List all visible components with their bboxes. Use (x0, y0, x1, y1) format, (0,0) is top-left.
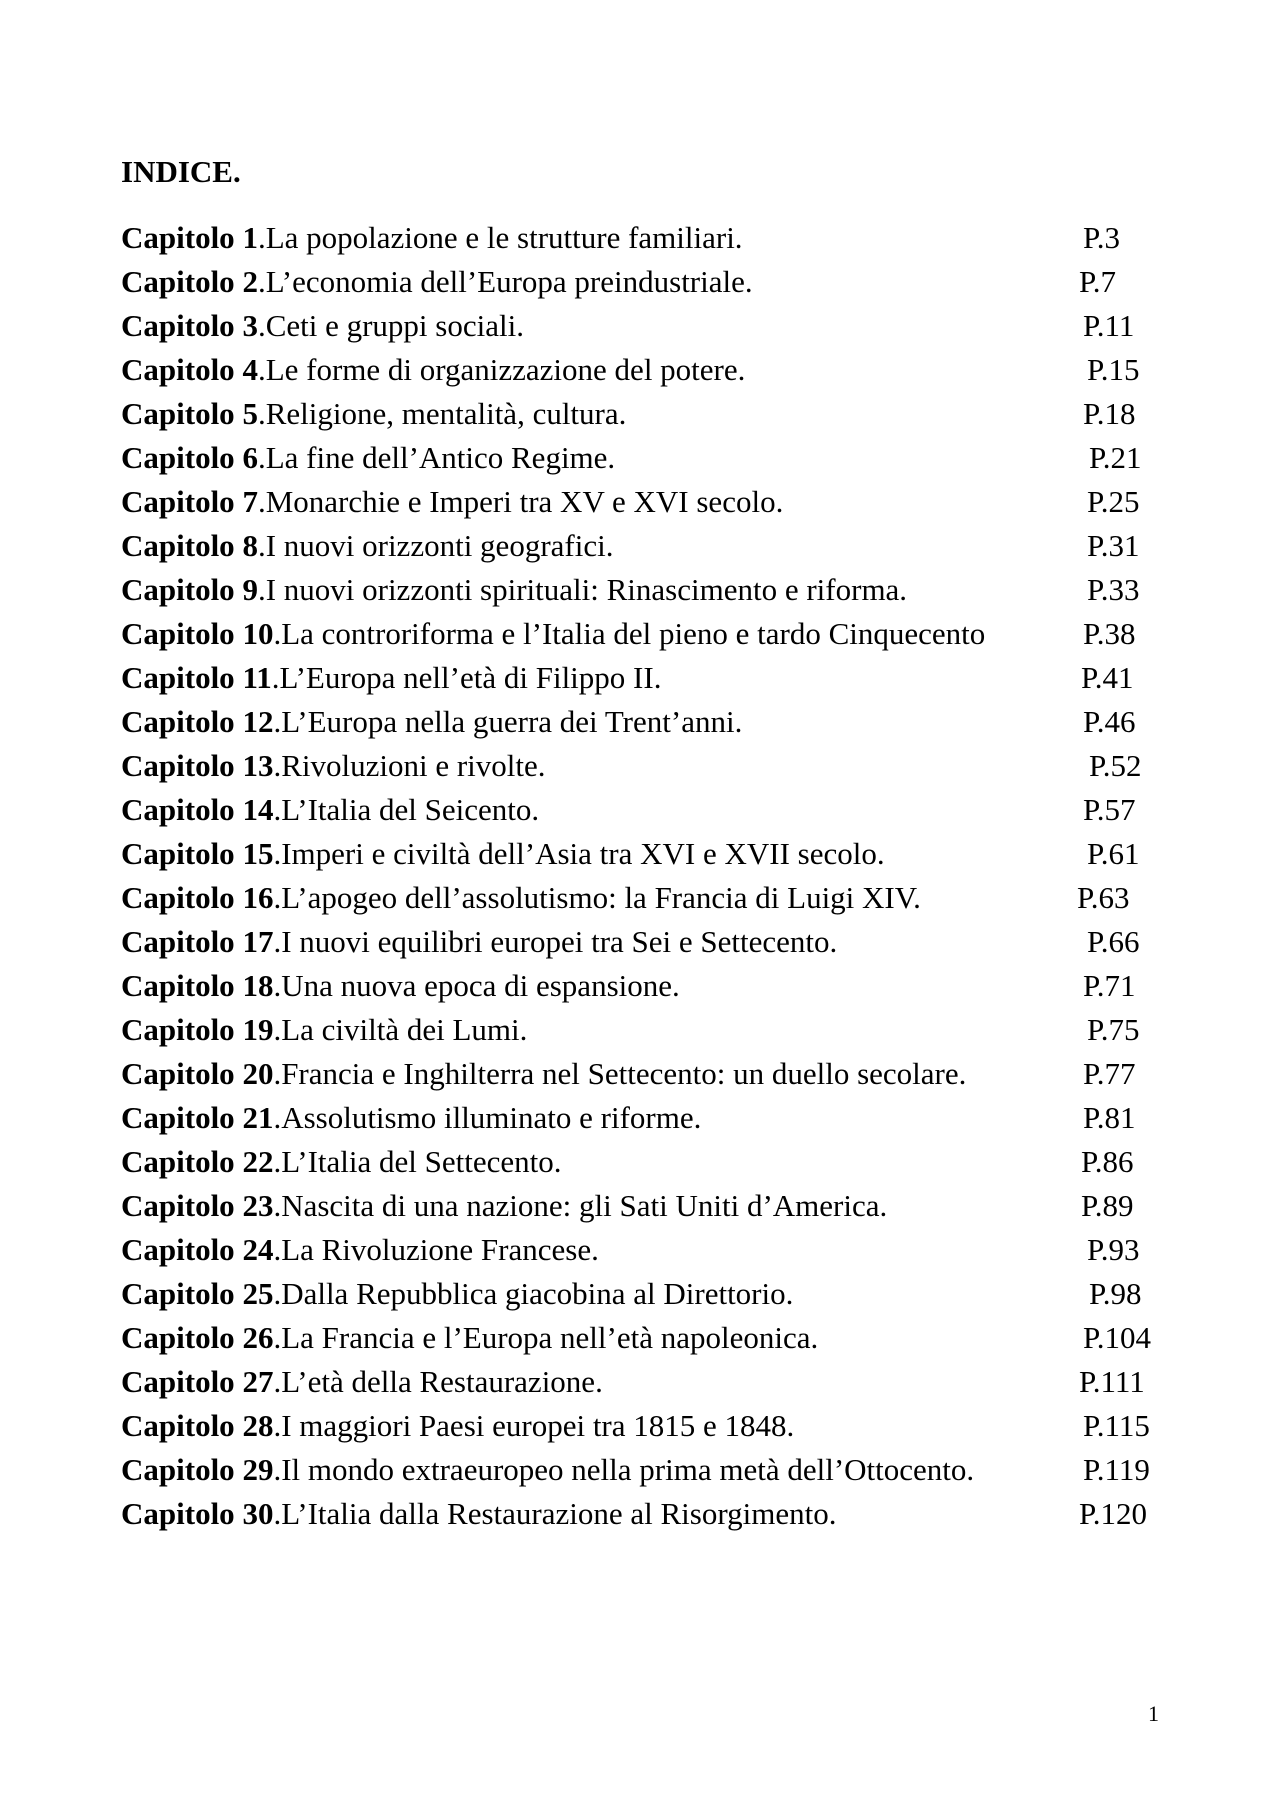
chapter-word: Capitolo (121, 616, 235, 651)
toc-entry (121, 1228, 1181, 1272)
chapter-title: .L’apogeo dell’assolutismo: la Francia di Luigi XIV. (273, 880, 921, 915)
chapter-word: Capitolo (121, 528, 235, 563)
toc-entry (121, 876, 1181, 920)
toc-entry-label (121, 264, 753, 299)
page-reference: P.111 (1079, 1364, 1145, 1399)
chapter-word: Capitolo (121, 396, 235, 431)
chapter-title: .La fine dell’Antico Regime. (257, 440, 616, 475)
toc-entry (121, 1184, 1181, 1228)
page-reference: P.119 (1083, 1452, 1150, 1487)
chapter-word: Capitolo (121, 352, 235, 387)
chapter-number (121, 1012, 273, 1047)
toc-entry-label (121, 1100, 701, 1135)
chapter-title: .I nuovi equilibri europei tra Sei e Settecento. (273, 924, 838, 959)
toc-entry (121, 612, 1181, 656)
chapter-word: Capitolo (121, 264, 235, 299)
chapter-number (121, 1144, 273, 1179)
chapter-title: .Francia e Inghilterra nel Settecento: un duello secolare. (273, 1056, 967, 1091)
toc-entry (121, 568, 1181, 612)
toc-entry (121, 1404, 1181, 1448)
chapter-num: 23 (242, 1188, 274, 1223)
chapter-number (121, 220, 258, 255)
page-reference: P.61 (1087, 836, 1140, 871)
chapter-num: 2 (242, 264, 258, 299)
chapter-title: .La Francia e l’Europa nell’età napoleonica. (273, 1320, 819, 1355)
chapter-num: 29 (242, 1452, 274, 1487)
toc-entry (121, 964, 1181, 1008)
page-reference: P.86 (1081, 1144, 1134, 1179)
chapter-num: 14 (242, 792, 274, 827)
toc-entry (121, 656, 1181, 700)
chapter-title: .L’Italia dalla Restaurazione al Risorgimento. (273, 1496, 837, 1531)
chapter-num: 18 (242, 968, 274, 1003)
chapter-word: Capitolo (121, 484, 235, 519)
page-reference: P.38 (1083, 616, 1136, 651)
chapter-word: Capitolo (121, 440, 235, 475)
chapter-num: 1 (242, 220, 258, 255)
chapter-num: 15 (242, 836, 274, 871)
chapter-title: .Il mondo extraeuropeo nella prima metà dell’Ottocento. (273, 1452, 975, 1487)
chapter-word: Capitolo (121, 572, 235, 607)
chapter-title: .L’Italia del Seicento. (273, 792, 540, 827)
chapter-num: 3 (242, 308, 258, 343)
toc-entry (121, 1360, 1181, 1404)
chapter-word: Capitolo (121, 660, 235, 695)
chapter-number (121, 1100, 273, 1135)
chapter-number (121, 528, 258, 563)
chapter-number (121, 396, 258, 431)
chapter-word: Capitolo (121, 1056, 235, 1091)
chapter-number (121, 704, 273, 739)
chapter-number (121, 836, 273, 871)
chapter-title: .L’Europa nell’età di Filippo II. (271, 660, 662, 695)
chapter-num: 10 (242, 616, 274, 651)
toc-entry-label (121, 572, 907, 607)
page-reference: P.115 (1083, 1408, 1150, 1443)
chapter-num: 30 (242, 1496, 274, 1531)
page-reference: P.93 (1087, 1232, 1140, 1267)
chapter-word: Capitolo (121, 220, 235, 255)
chapter-title: .L’Europa nella guerra dei Trent’anni. (273, 704, 743, 739)
chapter-title: .La Rivoluzione Francese. (273, 1232, 599, 1267)
chapter-number (121, 1188, 273, 1223)
chapter-num: 5 (242, 396, 258, 431)
chapter-title: .Ceti e gruppi sociali. (257, 308, 524, 343)
chapter-num: 20 (242, 1056, 274, 1091)
toc-entry-label (121, 880, 921, 915)
chapter-word: Capitolo (121, 1188, 235, 1223)
chapter-num: 22 (242, 1144, 274, 1179)
page-reference: P.18 (1083, 396, 1136, 431)
chapter-word: Capitolo (121, 1012, 235, 1047)
toc-entry-label (121, 968, 680, 1003)
toc-entry-label (121, 1320, 818, 1355)
toc-entry-label (121, 1232, 599, 1267)
page-reference: P.21 (1089, 440, 1142, 475)
chapter-word: Capitolo (121, 1232, 235, 1267)
chapter-word: Capitolo (121, 748, 235, 783)
page-reference: P.57 (1083, 792, 1136, 827)
toc-entry (121, 744, 1181, 788)
chapter-number (121, 352, 258, 387)
toc-entry-label (121, 1452, 974, 1487)
page-reference: P.63 (1077, 880, 1130, 915)
chapter-num: 27 (242, 1364, 274, 1399)
chapter-word: Capitolo (121, 968, 235, 1003)
toc-entry (121, 348, 1181, 392)
page-reference: P.75 (1087, 1012, 1140, 1047)
toc-entry-label (121, 484, 783, 519)
chapter-number (121, 1452, 273, 1487)
page-reference: P.104 (1083, 1320, 1152, 1355)
chapter-num: 25 (242, 1276, 274, 1311)
chapter-title: .Monarchie e Imperi tra XV e XVI secolo. (257, 484, 784, 519)
chapter-num: 7 (242, 484, 258, 519)
toc-entry-label (121, 616, 985, 651)
chapter-word: Capitolo (121, 1276, 235, 1311)
chapter-word: Capitolo (121, 1496, 235, 1531)
chapter-number (121, 308, 258, 343)
toc-entry-label (121, 1496, 836, 1531)
toc-entry (121, 392, 1181, 436)
toc-entry-label (121, 1364, 603, 1399)
chapter-title: .Nascita di una nazione: gli Sati Uniti d’America. (273, 1188, 888, 1223)
chapter-num: 13 (242, 748, 274, 783)
chapter-word: Capitolo (121, 836, 235, 871)
chapter-number (121, 1276, 273, 1311)
toc-entry (121, 700, 1181, 744)
toc-entry (121, 1052, 1181, 1096)
chapter-number (121, 264, 258, 299)
chapter-word: Capitolo (121, 704, 235, 739)
chapter-word: Capitolo (121, 924, 235, 959)
chapter-word: Capitolo (121, 1100, 235, 1135)
page-number: 1 (1148, 1701, 1159, 1726)
toc-entry-label (121, 396, 626, 431)
toc-entry-label (121, 1188, 887, 1223)
chapter-word: Capitolo (121, 1364, 235, 1399)
chapter-num: 16 (242, 880, 274, 915)
page-reference: P.11 (1083, 308, 1135, 343)
chapter-word: Capitolo (121, 1452, 235, 1487)
page-reference: P.52 (1089, 748, 1142, 783)
chapter-number (121, 748, 273, 783)
chapter-num: 24 (242, 1232, 274, 1267)
chapter-word: Capitolo (121, 1144, 235, 1179)
chapter-num: 6 (242, 440, 258, 475)
toc-entry (121, 304, 1181, 348)
chapter-title: .Le forme di organizzazione del potere. (257, 352, 746, 387)
chapter-title: .I maggiori Paesi europei tra 1815 e 1848. (273, 1408, 795, 1443)
toc-entry-label (121, 528, 613, 563)
chapter-number (121, 1496, 273, 1531)
chapter-number (121, 660, 272, 695)
toc-entry-label (121, 836, 885, 871)
toc-entry-label (121, 748, 546, 783)
toc-entry (121, 1008, 1181, 1052)
chapter-title: .Assolutismo illuminato e riforme. (273, 1100, 702, 1135)
page-reference: P.81 (1083, 1100, 1136, 1135)
toc-entry (121, 1492, 1181, 1536)
page-reference: P.31 (1087, 528, 1140, 563)
chapter-number (121, 924, 273, 959)
page-reference: P.120 (1079, 1496, 1148, 1531)
toc-entry-label (121, 220, 743, 255)
toc-entry (121, 260, 1181, 304)
toc-entry (121, 524, 1181, 568)
toc-entry-label (121, 1408, 794, 1443)
page-reference: P.98 (1089, 1276, 1142, 1311)
page-reference: P.77 (1083, 1056, 1136, 1091)
toc-entry-label (121, 660, 661, 695)
chapter-number (121, 792, 273, 827)
chapter-title: .La civiltà dei Lumi. (273, 1012, 528, 1047)
chapter-num: 17 (242, 924, 274, 959)
chapter-title: .I nuovi orizzonti geografici. (257, 528, 614, 563)
chapter-word: Capitolo (121, 1408, 235, 1443)
chapter-num: 8 (242, 528, 258, 563)
chapter-title: .Religione, mentalità, cultura. (257, 396, 627, 431)
toc-entry (121, 832, 1181, 876)
chapter-title: .L’Italia del Settecento. (273, 1144, 562, 1179)
chapter-num: 9 (242, 572, 258, 607)
toc-entry-label (121, 1276, 793, 1311)
page-reference: P.89 (1081, 1188, 1134, 1223)
chapter-number (121, 440, 258, 475)
toc-entry-label (121, 352, 745, 387)
chapter-number (121, 484, 258, 519)
chapter-title: .Imperi e civiltà dell’Asia tra XVI e XVII secolo. (273, 836, 885, 871)
chapter-number (121, 880, 273, 915)
page-reference: P.33 (1087, 572, 1140, 607)
toc-entry-label (121, 1012, 527, 1047)
chapter-title: .Una nuova epoca di espansione. (273, 968, 680, 1003)
page-reference: P.25 (1087, 484, 1140, 519)
toc-entry (121, 1140, 1181, 1184)
chapter-num: 11 (242, 660, 272, 695)
chapter-title: .L’età della Restaurazione. (273, 1364, 603, 1399)
toc-entry-label (121, 308, 524, 343)
page-reference: P.41 (1081, 660, 1134, 695)
toc-entry-label (121, 792, 539, 827)
toc-entry (121, 1316, 1181, 1360)
chapter-title: .La popolazione e le strutture familiari. (257, 220, 743, 255)
page-reference: P.7 (1079, 264, 1117, 299)
page-reference: P.71 (1083, 968, 1136, 1003)
chapter-num: 26 (242, 1320, 274, 1355)
toc-entry-label (121, 924, 837, 959)
chapter-number (121, 1320, 273, 1355)
chapter-number (121, 1408, 273, 1443)
toc-entry (121, 788, 1181, 832)
chapter-num: 28 (242, 1408, 274, 1443)
toc-entry-label (121, 704, 742, 739)
chapter-number (121, 1364, 273, 1399)
toc-entry (121, 1096, 1181, 1140)
chapter-word: Capitolo (121, 308, 235, 343)
chapter-number (121, 1056, 273, 1091)
chapter-title: .I nuovi orizzonti spirituali: Rinascimento e riforma. (257, 572, 908, 607)
toc-entry (121, 216, 1181, 260)
chapter-num: 4 (242, 352, 258, 387)
toc-entry-label (121, 1056, 966, 1091)
chapter-num: 19 (242, 1012, 274, 1047)
table-of-contents (121, 216, 1181, 1536)
chapter-number (121, 616, 273, 651)
page-reference: P.46 (1083, 704, 1136, 739)
chapter-title: .L’economia dell’Europa preindustriale. (257, 264, 753, 299)
chapter-title: .Rivoluzioni e rivolte. (273, 748, 546, 783)
toc-entry (121, 480, 1181, 524)
chapter-num: 21 (242, 1100, 274, 1135)
chapter-word: Capitolo (121, 880, 235, 915)
chapter-num: 12 (242, 704, 274, 739)
index-heading: INDICE. (121, 154, 241, 189)
toc-entry (121, 436, 1181, 480)
chapter-word: Capitolo (121, 792, 235, 827)
page-reference: P.3 (1083, 220, 1121, 255)
page-reference: P.66 (1087, 924, 1140, 959)
chapter-number (121, 968, 273, 1003)
toc-entry (121, 1272, 1181, 1316)
chapter-number (121, 1232, 273, 1267)
toc-entry (121, 920, 1181, 964)
toc-entry-label (121, 440, 615, 475)
toc-entry-label (121, 1144, 562, 1179)
chapter-title: .La controriforma e l’Italia del pieno e tardo Cinquecento (273, 616, 986, 651)
chapter-number (121, 572, 258, 607)
chapter-title: .Dalla Repubblica giacobina al Direttorio. (273, 1276, 794, 1311)
page-reference: P.15 (1087, 352, 1140, 387)
toc-entry (121, 1448, 1181, 1492)
chapter-word: Capitolo (121, 1320, 235, 1355)
